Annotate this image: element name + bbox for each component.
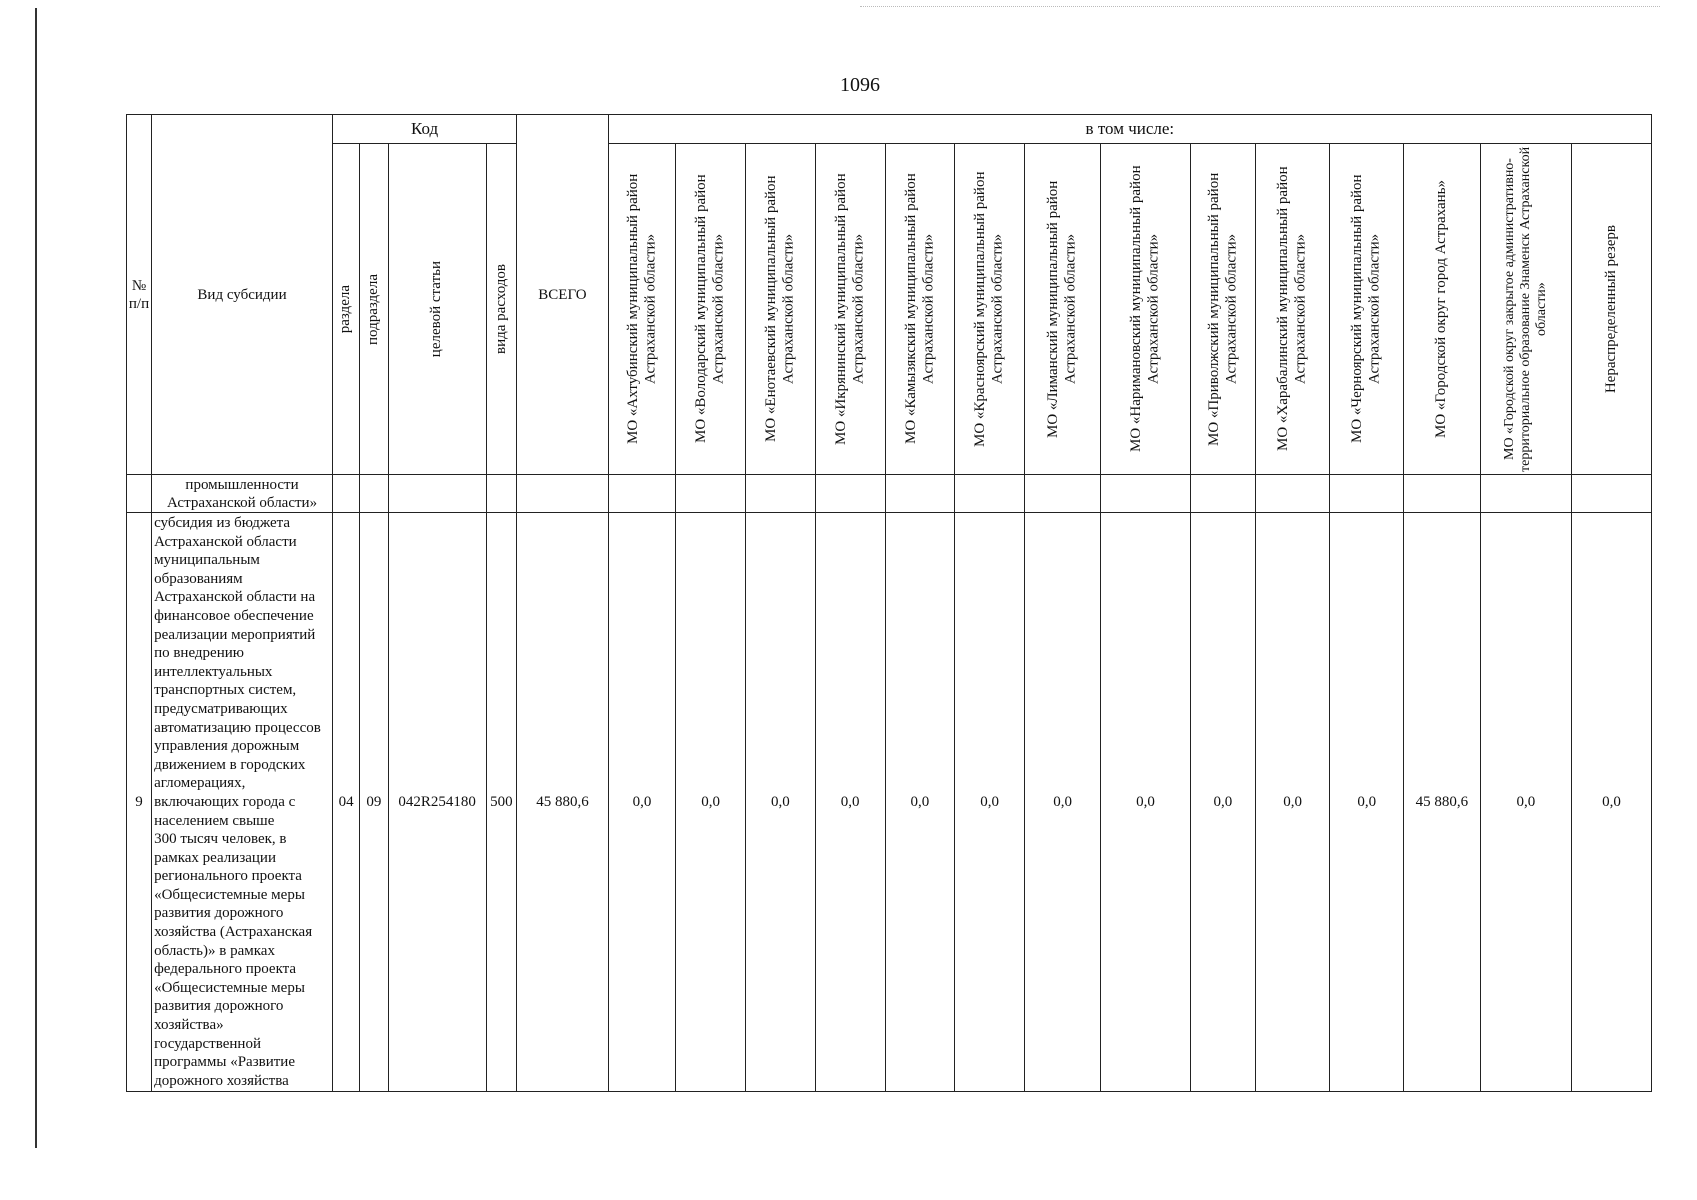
header-mo-volodarsky: МО «Володарский муниципальный район Астраханской области» [676,144,746,475]
row-section: 04 [332,513,359,1092]
header-mo-ikryaninsky: МО «Икрянинский муниципальный район Астраханской области» [815,144,885,475]
row-value-narimanovsky: 0,0 [1101,513,1190,1092]
header-mo-krasnoyarsky: МО «Красноярский муниципальный район Астраханской области» [955,144,1025,475]
header-target-article: целевой статьи [388,144,486,475]
subsidy-distribution-table [126,114,1652,1092]
row-value-kharabalinsky: 0,0 [1256,513,1330,1092]
header-row-top [127,115,1652,144]
header-unallocated-reserve: Нераспределенный резерв [1572,144,1652,475]
row-value-astrakhan-city: 45 880,6 [1404,513,1480,1092]
header-subsidy-type: Вид субсидии [152,115,333,475]
header-including: в том числе: [608,115,1651,144]
header-row-columns [127,144,1652,475]
header-mo-chernoyarsky: МО «Черноярский муниципальный район Астраханской области» [1330,144,1404,475]
row-target-article: 042R254180 [388,513,486,1092]
row-value-ikryaninsky: 0,0 [815,513,885,1092]
page-number: 1096 [840,74,880,96]
row-total: 45 880,6 [517,513,609,1092]
row-value-volodarsky: 0,0 [676,513,746,1092]
continuation-text: промышленности Астраханской области» [152,475,333,513]
header-mo-kamyzyaksky: МО «Камызякский муниципальный район Астраханской области» [885,144,955,475]
row-value-unallocated-reserve: 0,0 [1572,513,1652,1092]
header-mo-narimanovsky: МО «Наримановский муниципальный район Астраханской области» [1101,144,1190,475]
header-code: Код [332,115,516,144]
header-mo-astrakhan-city: МО «Городской округ город Астрахань» [1404,144,1480,475]
header-mo-enotaevsky: МО «Енотаевский муниципальный район Астраханской области» [746,144,816,475]
header-mo-limansky: МО «Лиманский муниципальный район Астраханской области» [1025,144,1101,475]
header-mo-privolzhsky: МО «Приволжский муниципальный район Астраханской области» [1190,144,1255,475]
header-mo-znamensk: МО «Городской округ закрытое административно-территориальное образование Знаменск Астраханской области» [1480,144,1572,475]
row-value-privolzhsky: 0,0 [1190,513,1255,1092]
header-section: раздела [332,144,359,475]
row-value-limansky: 0,0 [1025,513,1101,1092]
header-num: № п/п [127,115,152,475]
header-mo-kharabalinsky: МО «Харабалинский муниципальный район Астраханской области» [1256,144,1330,475]
row-expense-type: 500 [486,513,517,1092]
header-mo-akhtubinsky: МО «Ахтубинский муниципальный район Астраханской области» [608,144,676,475]
continuation-num-cell [127,475,152,513]
row-subsection: 09 [360,513,388,1092]
row-value-kamyzyaksky: 0,0 [885,513,955,1092]
scan-edge-marks [860,6,1660,7]
header-expense-type: вида расходов [486,144,517,475]
row-description: субсидия из бюджета Астраханской области муниципальным образованиям Астраханской области на финансовое обеспечение реализации мероприятий по внедрению интеллектуальных транспортных систем, предусматривающих автоматизацию процессов управления дорожным движением в городских агломерациях, включающих города с населением свыше 300 тысяч человек, в рамках реализации регионального проекта «Общесистемные меры развития дорожного хозяйства (Астраханская область)» в рамках федерального проекта «Общесистемные меры развития дорожного хозяйства» государственной программы «Развитие дорожного хозяйства [152,513,333,1092]
header-subsection: подраздела [360,144,388,475]
row-value-znamensk: 0,0 [1480,513,1572,1092]
row-value-krasnoyarsky: 0,0 [955,513,1025,1092]
table-row [127,513,1652,1092]
continuation-row [127,475,1652,513]
row-value-chernoyarsky: 0,0 [1330,513,1404,1092]
row-value-akhtubinsky: 0,0 [608,513,676,1092]
binding-edge-line [35,8,37,1148]
header-total: ВСЕГО [517,115,609,475]
row-number: 9 [127,513,152,1092]
row-value-enotaevsky: 0,0 [746,513,816,1092]
